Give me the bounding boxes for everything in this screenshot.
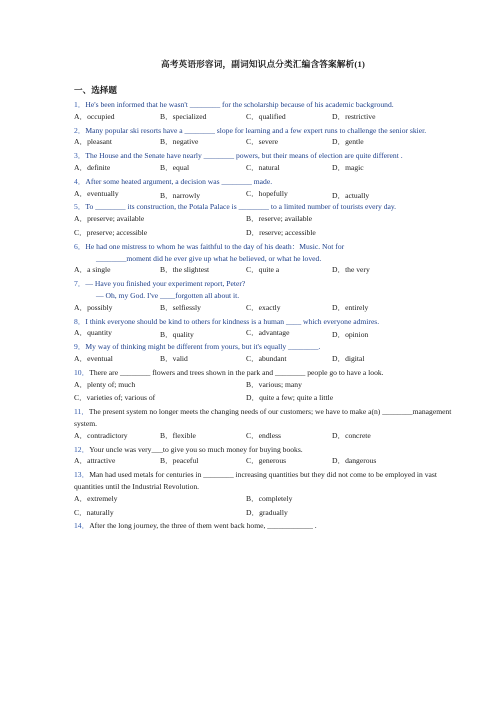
answer-options [74,227,452,239]
answer-option-b[interactable]: B．selfiessly [160,302,201,312]
question-2 [74,125,452,137]
question-text: The present system no longer meets the changing needs of our customers; we have to make a(n) ________management system. [74,407,452,428]
section-heading: 一、选择题 [74,85,117,95]
answer-option-a[interactable]: A．eventual [74,353,113,363]
question-text-continued [74,290,452,302]
question-8 [74,316,452,328]
answer-option-a[interactable]: A．extremely [74,493,118,503]
answer-option-c[interactable]: C．naturally [74,507,114,517]
answer-options [74,264,452,276]
question-text: To ________ its construction, the Potala Palace is ________ to a limited number of tourists every day. [85,202,397,212]
answer-option-d[interactable]: D．concrete [332,430,371,440]
question-text: — Have you finished your experiment report, Peter? [85,279,246,289]
question-text: Your uncle was very___to give you so much money for buying books. [89,444,303,454]
question-number: 9． [74,342,86,352]
question-3 [74,150,452,162]
question-13 [74,469,452,493]
answer-option-a[interactable]: A．eventually [74,188,119,198]
answer-option-c[interactable]: C．natural [246,162,280,172]
answer-options [74,507,452,519]
answer-option-d[interactable]: D．restrictive [332,111,376,121]
answer-option-a[interactable]: A．contradictory [74,430,128,440]
answer-option-d[interactable]: D．digital [332,353,365,363]
answer-option-b[interactable]: B．quality [160,330,194,340]
answer-options [74,455,452,467]
answer-options [74,136,452,148]
answer-options [74,353,452,365]
answer-option-a[interactable]: A．attractive [74,456,116,466]
question-text-continued [74,253,452,265]
answer-option-d[interactable]: D．the very [332,265,370,275]
question-12 [74,444,452,456]
answer-option-b[interactable]: B．the slightest [160,265,210,275]
answer-option-a[interactable]: A．preserve; available [74,214,145,224]
answer-option-b[interactable]: B．flexible [160,430,196,440]
answer-option-c[interactable]: C．severe [246,137,279,147]
question-number: 11． [74,407,89,417]
answer-option-c[interactable]: C．generous [246,456,287,466]
question-number: 13． [74,470,90,480]
answer-option-d[interactable]: D．actually [332,190,370,200]
answer-option-b[interactable]: B．narrowly [160,190,201,200]
question-10 [74,367,452,379]
answer-option-c[interactable]: C．abundant [246,353,287,363]
answer-option-b[interactable]: B．various; many [246,379,302,389]
question-number: 8． [74,316,86,326]
answer-options [74,430,452,442]
question-6 [74,241,452,253]
question-number: 14． [74,521,90,531]
answer-option-b[interactable]: B．completely [246,493,293,503]
question-text: After some heated argument, a decision was ________ made. [85,176,273,186]
question-7 [74,278,452,290]
question-number: 6． [74,241,86,251]
answer-option-d[interactable]: D．gradually [246,507,288,517]
answer-option-a[interactable]: A．occupied [74,111,115,121]
answer-option-d[interactable]: D．entirely [332,302,369,312]
question-text: He had one mistress to whom he was faithful to the day of his death：Music. Not for [85,241,345,251]
question-number: 3． [74,151,86,161]
answer-option-a[interactable]: A．quantity [74,328,112,338]
answer-options [74,188,452,200]
answer-option-c[interactable]: C．exactly [246,302,281,312]
answer-option-a[interactable]: A．plenty of; much [74,379,136,389]
answer-option-a[interactable]: A．a single [74,265,111,275]
answer-option-b[interactable]: B．valid [160,353,188,363]
answer-options [74,162,452,174]
answer-option-d[interactable]: D．quite a few; quite a little [246,393,334,403]
question-9 [74,341,452,353]
question-number: 1． [74,100,86,109]
answer-option-d[interactable]: D．reserve; accessible [246,227,316,237]
answer-option-d[interactable]: D．magic [332,162,364,172]
answer-option-b[interactable]: B．equal [160,162,190,172]
question-4 [74,176,452,188]
answer-option-a[interactable]: A．possibly [74,302,113,312]
question-text: Man had used metals for centuries in ________ increasing quantities but they did not come to be employed in vast quantities until the Industrial Revolution. [74,470,437,491]
answer-options [74,392,452,404]
answer-option-c[interactable]: C．advantage [246,328,290,338]
question-text: After the long journey, the three of them went back home, ____________ . [89,521,317,531]
question-text: I think everyone should be kind to others for kindness is a human ____ which everyone admires. [85,316,380,326]
answer-options [74,111,452,123]
answer-options [74,379,452,391]
answer-option-b[interactable]: B．specialized [160,111,207,121]
answer-options [74,327,452,339]
answer-option-d[interactable]: D．dangerous [332,456,377,466]
answer-option-a[interactable]: A．definite [74,162,111,172]
answer-option-b[interactable]: B．reserve; available [246,214,312,224]
question-11 [74,406,452,430]
question-text-line2: — Oh, my God. I've ____forgotten all about it. [96,290,240,300]
answer-option-d[interactable]: D．opinion [332,330,369,340]
answer-option-b[interactable]: B．peaceful [160,456,199,466]
document-title: 高考英语形容词，副词知识点分类汇编含答案解析(1) [160,59,366,69]
answer-options [74,213,452,225]
question-list [74,99,452,532]
question-text: The House and the Senate have nearly ________ powers, but their means of election are quite different . [85,151,403,161]
answer-option-c[interactable]: C．preserve; accessible [74,227,148,237]
question-number: 7． [74,279,86,289]
answer-option-d[interactable]: D．gentle [332,137,364,147]
question-number: 12． [74,444,90,454]
question-text: My way of thinking might be different from yours, but it's equally ________. [85,342,321,352]
answer-option-c[interactable]: C．qualified [246,111,286,121]
question-text-line2: ________moment did he ever give up what he believed, or what he loved. [96,253,322,263]
answer-option-a[interactable]: A．pleasant [74,137,112,147]
answer-option-b[interactable]: B．negative [160,137,199,147]
question-5 [74,201,452,213]
question-number: 10． [74,367,90,377]
question-number: 5． [74,202,86,212]
question-text: There are ________ flowers and trees shown in the park and ________ people go to have a look. [89,367,384,377]
question-number: 2． [74,125,86,135]
answer-option-c[interactable]: C．endless [246,430,282,440]
answer-options [74,302,452,314]
question-text: Many popular ski resorts have a ________ slope for learning and a few expert runs to challenge the senior skier. [85,125,427,135]
question-14 [74,520,452,532]
question-1 [74,99,452,111]
question-number: 4． [74,176,86,186]
answer-options [74,493,452,505]
answer-option-c[interactable]: C．quite a [246,265,280,275]
answer-option-c[interactable]: C．hopefully [246,188,288,198]
question-text: He's been informed that he wasn't ________ for the scholarship because of his academic background. [85,100,394,109]
answer-option-c[interactable]: C．varieties of; various of [74,393,156,403]
